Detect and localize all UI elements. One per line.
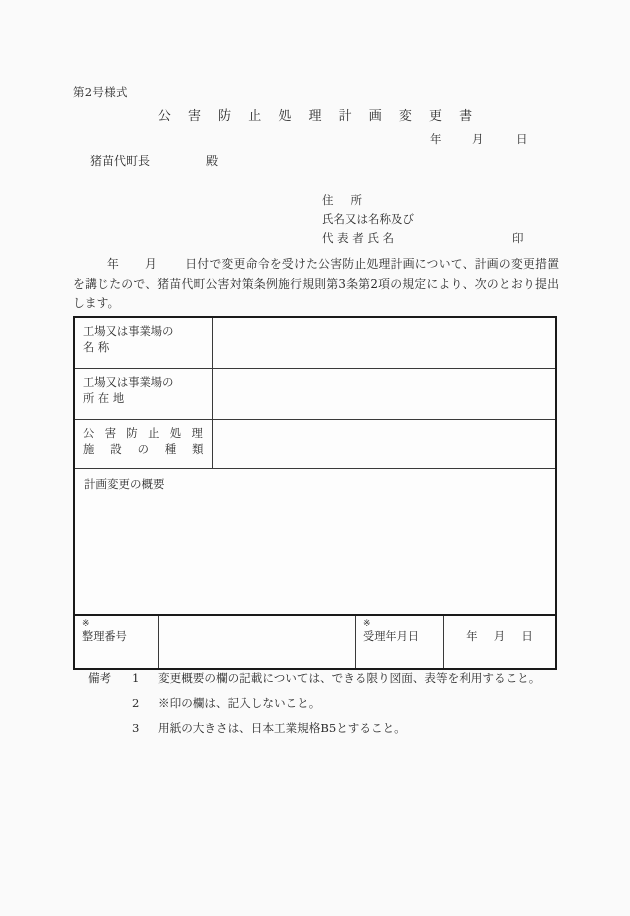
remarks-number-2: 2 bbox=[132, 696, 140, 710]
applicant-name-row-2 bbox=[322, 229, 524, 248]
table-row-facility-type bbox=[75, 420, 555, 469]
receipt-date-day: 日 bbox=[521, 629, 533, 643]
addressee bbox=[90, 152, 218, 169]
applicant-address-label-b: 所 bbox=[350, 193, 362, 207]
applicant-name-row-1 bbox=[322, 210, 414, 229]
label-reference-number-text: 整理番号 bbox=[82, 630, 127, 643]
body-paragraph bbox=[73, 255, 559, 314]
label-receipt-date-text: 受理年月日 bbox=[363, 630, 419, 643]
applicant-block bbox=[322, 191, 524, 248]
remarks-text-1: 変更概要の欄の記載については、できる限り図面、表等を利用すること。 bbox=[158, 671, 541, 685]
label-factory-address-char-c: 地 bbox=[112, 392, 125, 405]
body-year-label: 年 bbox=[107, 257, 119, 271]
remarks-spacer-2 bbox=[88, 691, 132, 716]
label-factory-address-line1: 工場又は事業場の bbox=[83, 376, 174, 389]
label-plan-outline: 計画変更の概要 bbox=[84, 477, 165, 491]
remarks-number-1: 1 bbox=[132, 671, 140, 685]
remarks-text-2: ※印の欄は、記入しないこと。 bbox=[158, 696, 321, 710]
applicant-name-label-1: 氏名又は名称及び bbox=[322, 212, 414, 226]
addressee-honorific: 殿 bbox=[206, 154, 219, 168]
input-reference-number[interactable] bbox=[159, 616, 356, 668]
date-day-label: 日 bbox=[516, 132, 528, 146]
date-year-label: 年 bbox=[430, 132, 442, 146]
input-factory-address[interactable] bbox=[213, 369, 556, 420]
label-factory-address bbox=[75, 369, 213, 420]
body-line2: を講じたので、猪苗代町公害対策条例施行規則第3条第2項の規定により、次のとおり提出 bbox=[73, 276, 559, 291]
label-factory-name bbox=[75, 318, 213, 369]
remarks-label: 備考 bbox=[88, 671, 112, 685]
label-facility-type bbox=[75, 420, 213, 469]
label-factory-address-char-b: 在 bbox=[97, 392, 110, 405]
applicant-name-label-2: 代 表 者 氏 名 bbox=[322, 231, 395, 245]
body-line3: します。 bbox=[73, 296, 120, 310]
document-title: 公 害 防 止 処 理 計 画 変 更 書 bbox=[157, 109, 479, 124]
input-facility-type[interactable] bbox=[213, 420, 556, 469]
label-factory-name-char-a: 名 bbox=[83, 341, 95, 354]
label-factory-name-line1: 工場又は事業場の bbox=[83, 325, 174, 338]
remarks-number-3: 3 bbox=[132, 721, 140, 735]
applicant-address-label-a: 住 bbox=[322, 193, 351, 207]
addressee-name: 猪苗代町長 bbox=[90, 154, 151, 168]
receipt-date-year: 年 bbox=[466, 629, 478, 643]
remarks-item-3 bbox=[88, 716, 540, 741]
applicant-address-row bbox=[322, 191, 414, 210]
label-receipt-date bbox=[356, 616, 444, 668]
label-factory-address-line2 bbox=[83, 391, 205, 407]
main-form-table bbox=[73, 316, 557, 663]
remarks-spacer-3 bbox=[88, 716, 132, 741]
form-number: 第2号様式 bbox=[73, 85, 128, 99]
remarks-text-3: 用紙の大きさは、日本工業規格B5とすること。 bbox=[158, 721, 406, 735]
remarks-section bbox=[88, 666, 540, 741]
label-reference-number bbox=[75, 616, 159, 668]
input-factory-name[interactable] bbox=[213, 318, 556, 369]
seal-mark: 印 bbox=[512, 231, 524, 245]
asterisk-mark-icon-2: ※ bbox=[363, 619, 371, 629]
label-facility-type-line2: 施 設 の 種 類 bbox=[83, 443, 210, 456]
receipt-date-month: 月 bbox=[493, 629, 506, 643]
submission-date-line bbox=[430, 131, 528, 147]
label-factory-address-char-a: 所 bbox=[83, 392, 95, 405]
label-factory-name-char-b: 称 bbox=[97, 341, 110, 354]
asterisk-mark-icon: ※ bbox=[82, 619, 90, 629]
input-receipt-date[interactable] bbox=[444, 616, 556, 668]
remarks-item-1 bbox=[88, 666, 540, 691]
date-month-label: 月 bbox=[472, 132, 484, 146]
label-facility-type-line1: 公 害 防 止 処 理 bbox=[83, 427, 207, 440]
office-use-row bbox=[75, 616, 555, 668]
label-factory-name-line2 bbox=[83, 340, 205, 356]
receipt-date-fields bbox=[458, 628, 541, 644]
table-row-factory-address bbox=[75, 369, 555, 420]
remarks-item-2 bbox=[88, 691, 540, 716]
office-use-table bbox=[73, 614, 557, 670]
body-month-label: 月 bbox=[145, 257, 157, 271]
body-line1: 日付で変更命令を受けた公害防止処理計画について、計画の変更措置 bbox=[185, 257, 559, 271]
table-row-factory-name bbox=[75, 318, 555, 369]
